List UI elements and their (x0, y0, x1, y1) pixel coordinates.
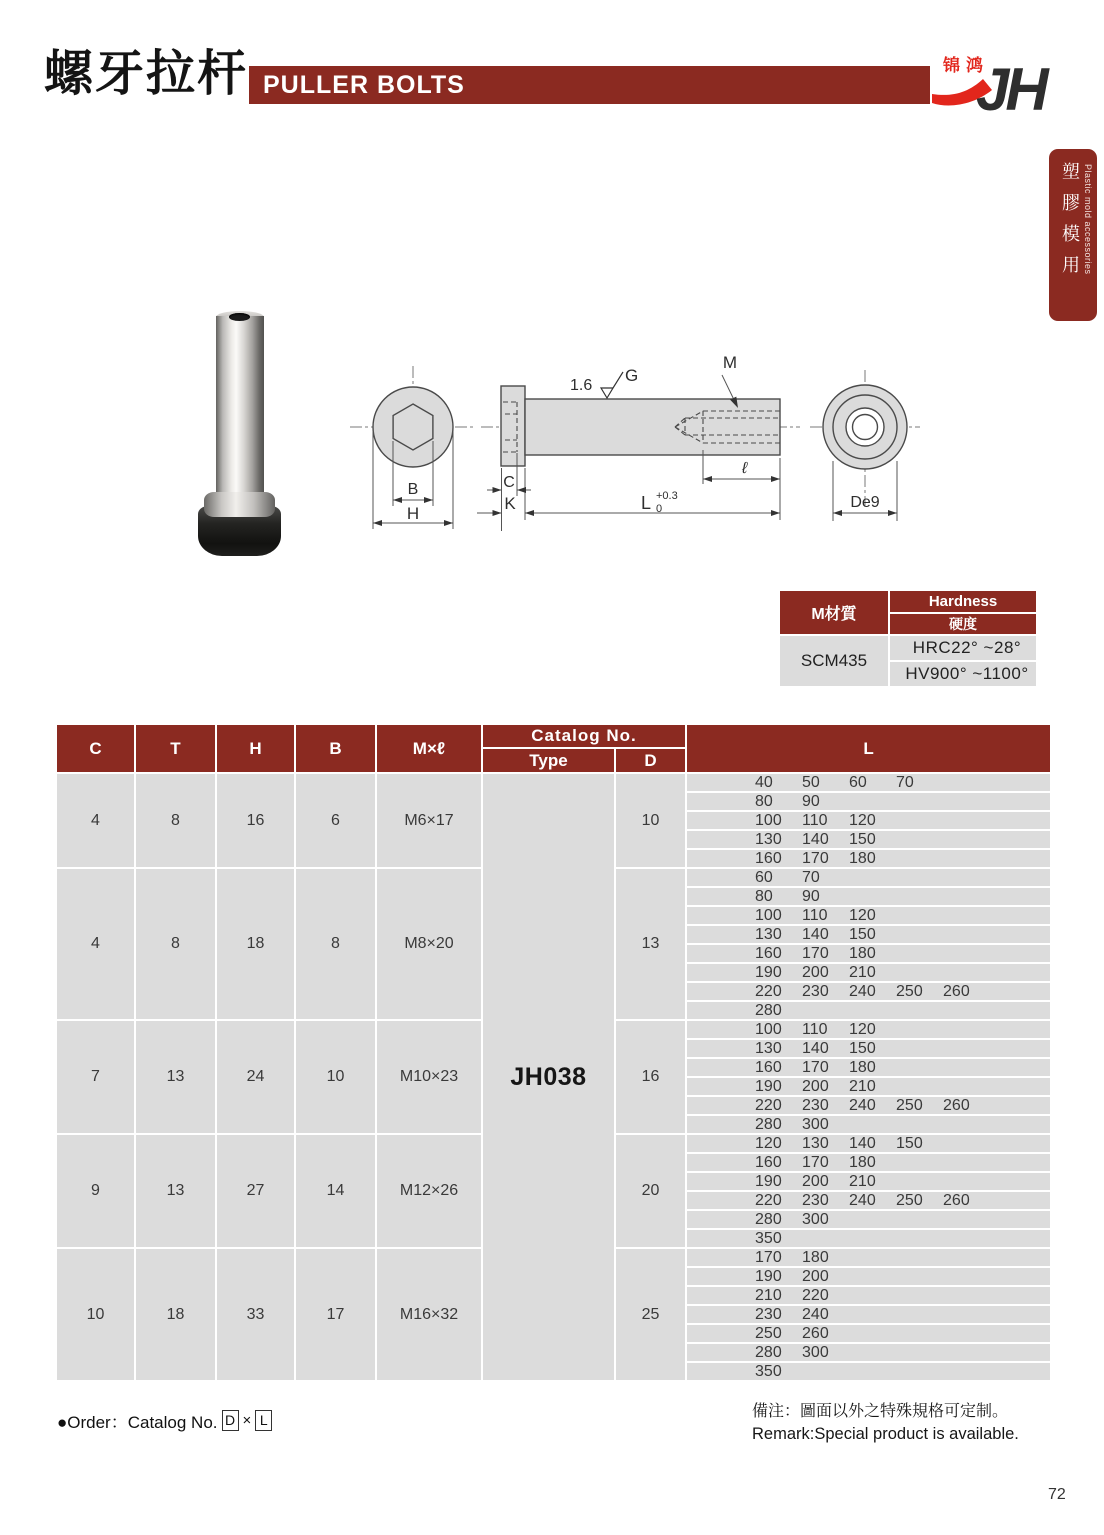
cell-b: 10 (295, 1020, 376, 1134)
l-value: 250 (896, 983, 923, 1000)
cell-l-values (686, 1115, 1051, 1134)
l-value: 230 (802, 1097, 829, 1114)
order-label: ●Order：Catalog No. (57, 1413, 218, 1432)
logo-text: JH (976, 56, 1045, 123)
cell-catalog-type: JH038 (482, 773, 615, 1381)
cell-l-values (686, 944, 1051, 963)
header-l: L (686, 724, 1051, 773)
l-value: 160 (755, 1154, 782, 1171)
l-value: 190 (755, 1268, 782, 1285)
page-title-chinese: 螺牙拉杆 (44, 47, 249, 101)
cell-l-values (686, 1343, 1051, 1362)
dim-label-g: G (625, 366, 639, 385)
spec-table-header (56, 724, 1051, 773)
material-value: SCM435 (779, 635, 889, 687)
l-value: 200 (802, 964, 829, 981)
l-value: 350 (755, 1363, 782, 1380)
dim-label-k: K (504, 494, 516, 513)
cell-c: 7 (56, 1020, 135, 1134)
cell-l-values (686, 1210, 1051, 1229)
spec-row (56, 773, 1051, 792)
l-value: 300 (802, 1344, 829, 1361)
cell-h: 16 (216, 773, 295, 868)
l-value: 80 (755, 888, 773, 905)
l-value: 130 (755, 1040, 782, 1057)
cell-t: 18 (135, 1248, 216, 1381)
header-t: T (135, 724, 216, 773)
l-value: 140 (849, 1135, 876, 1152)
l-value: 120 (849, 907, 876, 924)
l-value: 140 (802, 1040, 829, 1057)
l-value: 250 (755, 1325, 782, 1342)
l-value: 180 (849, 945, 876, 962)
l-value: 240 (849, 983, 876, 1000)
cell-l-values (686, 1134, 1051, 1153)
l-value: 250 (896, 1192, 923, 1209)
cell-l-values (686, 887, 1051, 906)
l-value: 150 (849, 1040, 876, 1057)
l-value: 220 (755, 1192, 782, 1209)
cell-l-values (686, 773, 1051, 792)
page-title-english: PULLER BOLTS (263, 71, 465, 99)
l-value: 230 (802, 1192, 829, 1209)
l-value: 240 (849, 1097, 876, 1114)
l-value: 100 (755, 907, 782, 924)
cell-c: 9 (56, 1134, 135, 1248)
l-value: 170 (802, 1154, 829, 1171)
cell-l-values (686, 849, 1051, 868)
cell-d: 13 (615, 868, 686, 1020)
l-value: 200 (802, 1173, 829, 1190)
header-c: C (56, 724, 135, 773)
hardness-col-material: M材質 (779, 590, 889, 635)
l-value: 150 (849, 926, 876, 943)
cell-c: 4 (56, 773, 135, 868)
l-value: 230 (755, 1306, 782, 1323)
cell-d: 10 (615, 773, 686, 868)
dim-label-thread-length: ℓ (742, 460, 748, 477)
l-value: 210 (849, 1078, 876, 1095)
cell-mxl: M16×32 (376, 1248, 482, 1381)
cell-b: 17 (295, 1248, 376, 1381)
technical-drawing (340, 285, 965, 585)
cell-l-values (686, 1020, 1051, 1039)
l-value: 70 (802, 869, 820, 886)
cell-l-values (686, 868, 1051, 887)
cell-l-values (686, 1362, 1051, 1381)
l-value: 100 (755, 812, 782, 829)
roughness-value: 1.6 (570, 377, 593, 394)
end-view (823, 385, 907, 469)
cell-l-values (686, 1191, 1051, 1210)
l-value: 100 (755, 1021, 782, 1038)
cell-l-values (686, 1153, 1051, 1172)
cell-h: 18 (216, 868, 295, 1020)
l-value: 260 (802, 1325, 829, 1342)
l-value: 280 (755, 1116, 782, 1133)
cell-t: 13 (135, 1134, 216, 1248)
l-value: 120 (755, 1135, 782, 1152)
l-value: 170 (755, 1249, 782, 1266)
front-view (373, 387, 453, 467)
cell-l-values (686, 1286, 1051, 1305)
remark-english: Remark:Special product is available. (752, 1425, 1019, 1443)
l-value: 120 (849, 1021, 876, 1038)
cell-l-values (686, 811, 1051, 830)
l-value: 210 (849, 1173, 876, 1190)
page-number: 72 (1048, 1486, 1066, 1503)
cell-mxl: M8×20 (376, 868, 482, 1020)
l-value: 170 (802, 850, 829, 867)
dim-label-h: H (406, 504, 420, 523)
cell-t: 8 (135, 773, 216, 868)
photo-center-hole (229, 313, 250, 321)
photo-collar-ring (204, 492, 275, 517)
cell-l-values (686, 1267, 1051, 1286)
l-value: 110 (802, 812, 828, 829)
cell-d: 25 (615, 1248, 686, 1381)
dim-label-l: L (641, 493, 652, 513)
header-b: B (295, 724, 376, 773)
l-value: 180 (802, 1249, 829, 1266)
order-instruction (57, 1408, 276, 1433)
l-value: 190 (755, 1173, 782, 1190)
l-value: 190 (755, 964, 782, 981)
l-value: 110 (802, 1021, 828, 1038)
cell-l-values (686, 1324, 1051, 1343)
remark-chinese: 備注：圖面以外之特殊規格可定制。 (752, 1403, 1009, 1420)
l-value: 140 (802, 926, 829, 943)
hardness-table (778, 589, 1038, 688)
cell-l-values (686, 982, 1051, 1001)
l-value: 230 (802, 983, 829, 1000)
l-value: 60 (755, 869, 773, 886)
cell-mxl: M6×17 (376, 773, 482, 868)
l-value: 160 (755, 850, 782, 867)
hardness-value-row: HV900° ~1100° (889, 661, 1037, 687)
cell-t: 13 (135, 1020, 216, 1134)
cell-l-values (686, 906, 1051, 925)
l-value: 280 (755, 1002, 782, 1019)
l-value: 50 (802, 774, 820, 791)
l-value: 220 (755, 1097, 782, 1114)
l-value: 220 (802, 1287, 829, 1304)
hardness-col-hardness-cn: 硬度 (889, 613, 1037, 635)
l-value: 180 (849, 1154, 876, 1171)
main-table-body (56, 773, 1051, 1381)
hardness-col-hardness-en: Hardness (889, 590, 1037, 613)
cell-c: 10 (56, 1248, 135, 1381)
cell-l-values (686, 1305, 1051, 1324)
remark-block (752, 1401, 1019, 1445)
cell-d: 16 (615, 1020, 686, 1134)
side-tab-chinese: 塑膠模用 (1060, 162, 1080, 286)
l-value: 140 (802, 831, 829, 848)
l-value: 130 (755, 926, 782, 943)
l-value: 280 (755, 1211, 782, 1228)
order-l-box: L (255, 1410, 272, 1431)
dim-label-b: B (407, 481, 419, 498)
l-value: 80 (755, 793, 773, 810)
cell-d: 20 (615, 1134, 686, 1248)
logo-chinese-name: 锦鸿 (943, 56, 989, 75)
l-value: 260 (943, 1192, 970, 1209)
l-value: 190 (755, 1078, 782, 1095)
l-value: 210 (849, 964, 876, 981)
cell-h: 33 (216, 1248, 295, 1381)
cell-l-values (686, 963, 1051, 982)
l-value: 170 (802, 945, 829, 962)
cell-t: 8 (135, 868, 216, 1020)
order-d-box: D (222, 1410, 239, 1431)
cell-l-values (686, 1172, 1051, 1191)
cell-b: 6 (295, 773, 376, 868)
header-catalog-no: Catalog No. (482, 724, 686, 748)
l-value: 130 (802, 1135, 829, 1152)
cell-mxl: M12×26 (376, 1134, 482, 1248)
l-value: 150 (896, 1135, 923, 1152)
l-value: 210 (755, 1287, 782, 1304)
dim-label-de9: De9 (850, 494, 880, 511)
header-d: D (615, 748, 686, 773)
l-value: 240 (849, 1192, 876, 1209)
cell-l-values (686, 1039, 1051, 1058)
cell-mxl: M10×23 (376, 1020, 482, 1134)
l-value: 150 (849, 831, 876, 848)
company-logo (930, 44, 1068, 130)
cell-l-values (686, 830, 1051, 849)
dim-label-l-sup: +0.3 (656, 490, 678, 502)
header-type: Type (482, 748, 615, 773)
l-value: 240 (802, 1306, 829, 1323)
l-value: 300 (802, 1211, 829, 1228)
cell-l-values (686, 1229, 1051, 1248)
cell-l-values (686, 1248, 1051, 1267)
l-value: 90 (802, 888, 820, 905)
l-value: 260 (943, 983, 970, 1000)
l-value: 280 (755, 1344, 782, 1361)
cell-l-values (686, 1001, 1051, 1020)
l-value: 130 (755, 831, 782, 848)
l-value: 60 (849, 774, 867, 791)
hardness-value-row: HRC22° ~28° (889, 635, 1037, 661)
side-view (501, 386, 780, 466)
header-h: H (216, 724, 295, 773)
l-value: 180 (849, 1059, 876, 1076)
l-value: 170 (802, 1059, 829, 1076)
cell-l-values (686, 1077, 1051, 1096)
photo-shaft (216, 316, 264, 498)
cell-h: 27 (216, 1134, 295, 1248)
l-value: 160 (755, 1059, 782, 1076)
l-value: 250 (896, 1097, 923, 1114)
cell-b: 8 (295, 868, 376, 1020)
l-value: 90 (802, 793, 820, 810)
spec-table (55, 723, 1052, 1382)
l-value: 40 (755, 774, 773, 791)
l-value: 180 (849, 850, 876, 867)
header-mxl: M×ℓ (376, 724, 482, 773)
dim-label-c: C (503, 474, 515, 491)
cell-l-values (686, 792, 1051, 811)
cell-l-values (686, 1096, 1051, 1115)
l-value: 200 (802, 1268, 829, 1285)
l-value: 350 (755, 1230, 782, 1247)
l-value: 260 (943, 1097, 970, 1114)
dim-label-l-sub: 0 (656, 503, 663, 515)
dim-label-m: M (722, 353, 738, 372)
l-value: 70 (896, 774, 914, 791)
l-value: 110 (802, 907, 828, 924)
l-value: 200 (802, 1078, 829, 1095)
l-value: 160 (755, 945, 782, 962)
l-value: 300 (802, 1116, 829, 1133)
title-banner (249, 66, 930, 104)
side-tab-english: Plastic mold accessories (1083, 164, 1093, 275)
cell-h: 24 (216, 1020, 295, 1134)
l-value: 120 (849, 812, 876, 829)
cell-c: 4 (56, 868, 135, 1020)
cell-l-values (686, 925, 1051, 944)
l-value: 220 (755, 983, 782, 1000)
category-side-tab (1049, 149, 1097, 321)
order-multiply-sign: × (242, 1412, 252, 1429)
cell-l-values (686, 1058, 1051, 1077)
cell-b: 14 (295, 1134, 376, 1248)
